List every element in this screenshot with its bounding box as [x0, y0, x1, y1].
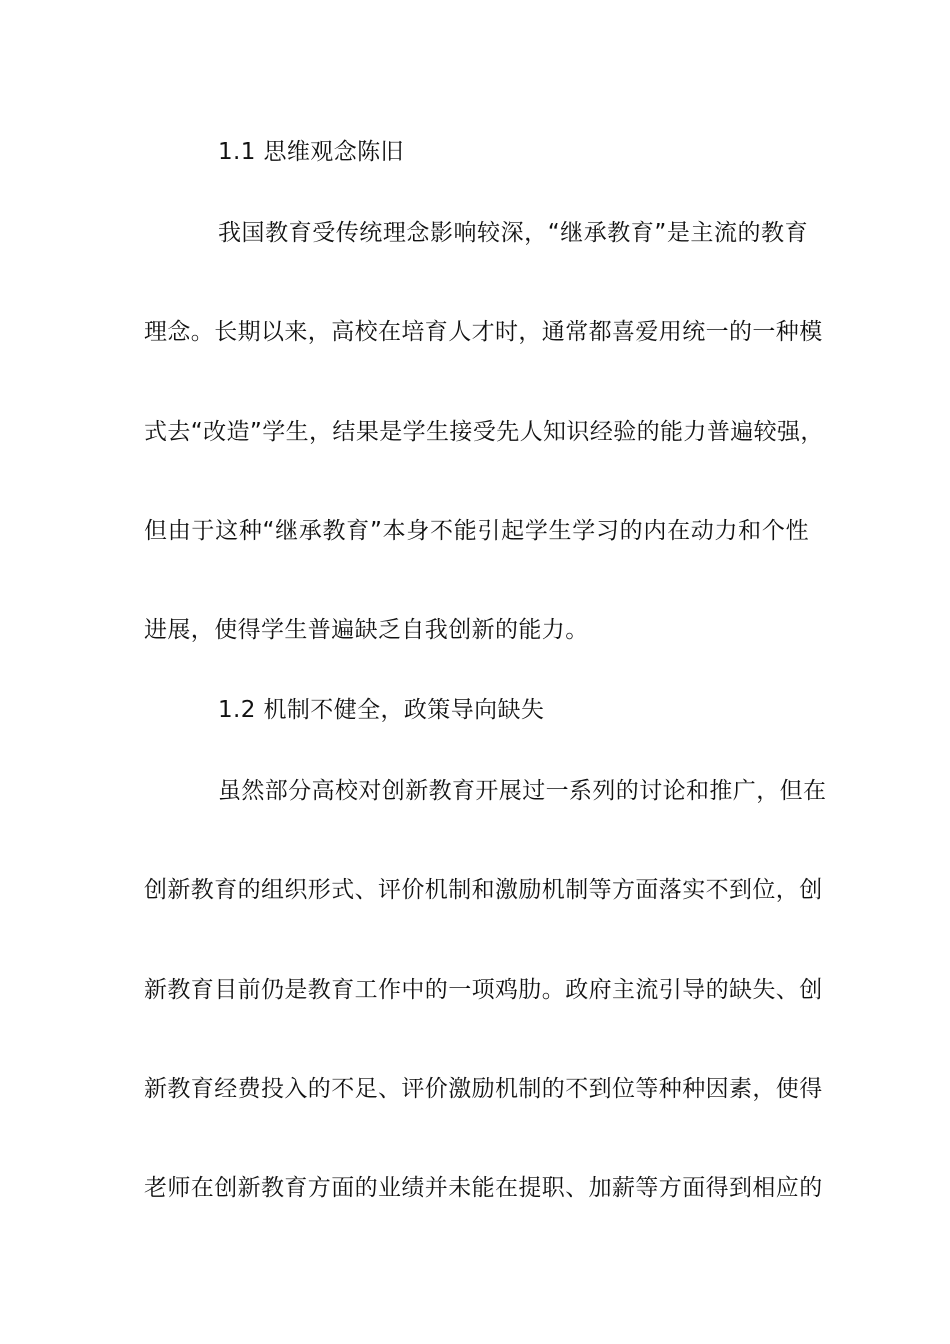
paragraph-line: 理念。长期以来，高校在培育人才时，通常都喜爱用统一的一种模: [144, 319, 823, 345]
paragraph-line: 式去“改造”学生，结果是学生接受先人知识经验的能力普遍较强，: [144, 419, 824, 445]
paragraph-line: 创新教育的组织形式、评价机制和激励机制等方面落实不到位，创: [144, 877, 823, 903]
paragraph-line: 我国教育受传统理念影响较深，“继承教育”是主流的教育: [218, 220, 808, 246]
paragraph-line: 但由于这种“继承教育”本身不能引起学生学习的内在动力和个性: [144, 518, 809, 544]
paragraph-line: 新教育目前仍是教育工作中的一项鸡肋。政府主流引导的缺失、创: [144, 977, 823, 1003]
paragraph-line: 老师在创新教育方面的业绩并未能在提职、加薪等方面得到相应的: [144, 1175, 823, 1201]
paragraph-line: 进展，使得学生普遍缺乏自我创新的能力。: [144, 617, 589, 643]
paragraph-line: 新教育经费投入的不足、评价激励机制的不到位等种种因素，使得: [144, 1076, 823, 1102]
section-heading-1-2: 1.2 机制不健全，政策导向缺失: [218, 697, 545, 723]
section-heading-1-1: 1.1 思维观念陈旧: [218, 139, 404, 165]
paragraph-line: 虽然部分高校对创新教育开展过一系列的讨论和推广，但在: [218, 778, 827, 804]
